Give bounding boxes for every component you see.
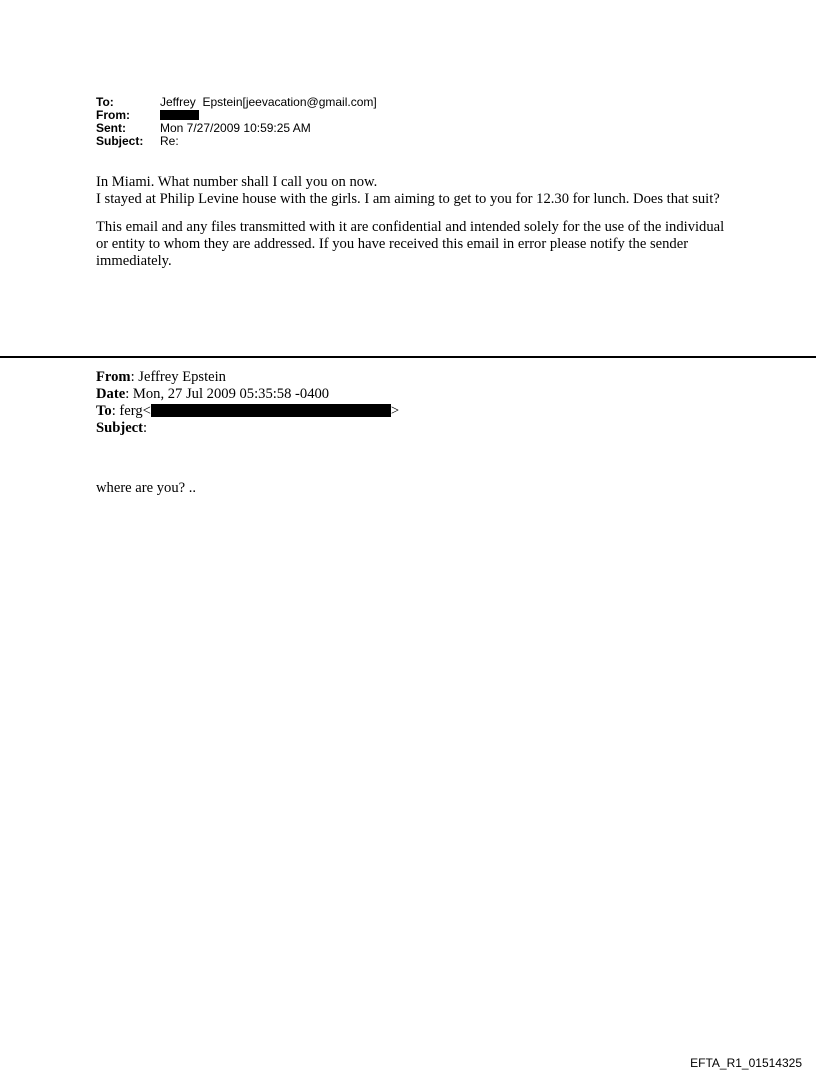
sent-value: Mon 7/27/2009 10:59:25 AM [160,121,311,135]
original-from [96,369,399,386]
original-subject-value: : [143,420,148,436]
sent-label: Sent: [96,121,126,135]
original-to-suffix: > [390,403,400,419]
reply-line-1: In Miami. What number shall I call you on now. [96,174,378,190]
to-label: To: [96,95,114,109]
original-date-label: Date [96,386,126,402]
subject-label: Subject: [96,134,144,148]
original-to-label: To [96,403,112,419]
divider-line [0,356,816,358]
reply-body [96,174,736,270]
document-id: EFTA_R1_01514325 [690,1056,802,1070]
redaction-block [160,110,199,120]
redaction-block [151,404,391,417]
original-message-header [96,369,399,437]
to-row [96,96,377,109]
original-date [96,386,399,403]
original-message-body: where are you? .. [96,480,197,496]
original-from-value: : Jeffrey Epstein [130,369,226,385]
original-date-value: : Mon, 27 Jul 2009 05:35:58 -0400 [125,386,330,402]
reply-line-2: I stayed at Philip Levine house with the girls. I am aiming to get to you for 12.30 for lunch. Does that suit? [96,191,720,207]
from-label: From: [96,108,130,122]
disclaimer-end: immediately. [96,253,172,269]
original-subject [96,420,399,437]
disclaimer-text: This email and any files transmitted with it are confidential and intended solely for the use of the individual or entity to whom they are addressed. If you have received this email in error please notify the sender [96,219,725,252]
original-to [96,403,399,420]
email-header [96,96,377,148]
original-subject-label: Subject [96,420,144,436]
original-from-label: From [96,369,131,385]
to-value: Jeffrey Epstein[jeevacation@gmail.com] [160,95,377,109]
subject-value: Re: [160,134,179,148]
original-to-prefix: : ferg< [111,403,151,419]
subject-row [96,135,377,148]
